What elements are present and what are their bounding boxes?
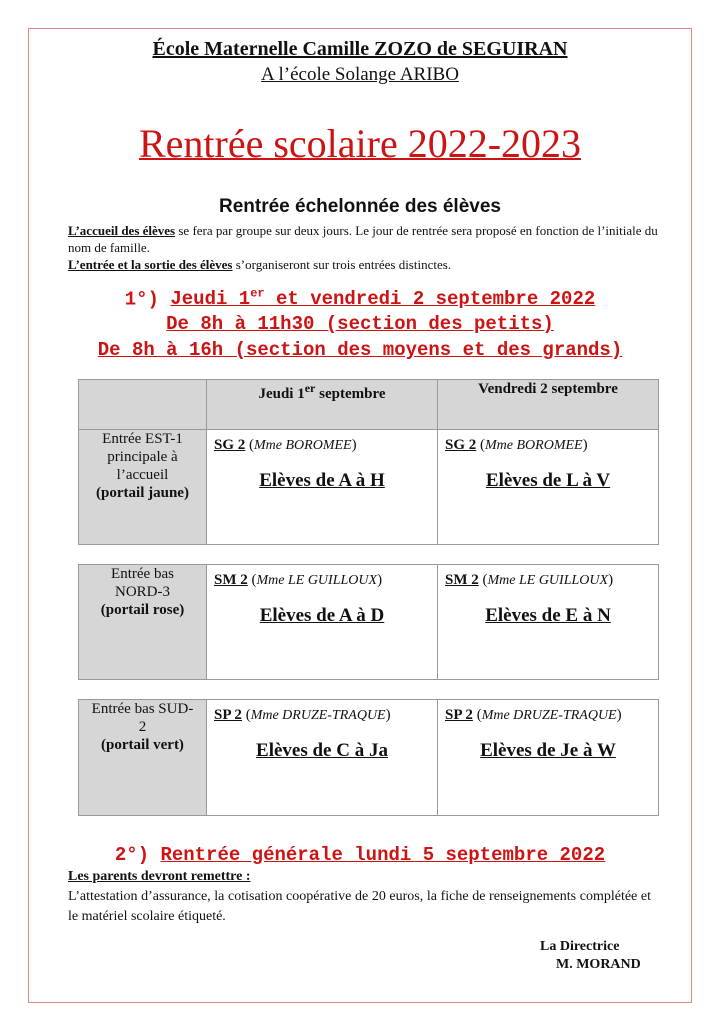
- day1-group: Elèves de A à H: [259, 470, 385, 491]
- intro-paragraph-1: [68, 222, 658, 256]
- requirements-heading: Les parents devront remettre :: [68, 869, 251, 884]
- phase1-prefix: 1°): [124, 288, 171, 311]
- entry-label: Entrée EST-1 principale à l’accueil (portail jaune): [79, 430, 207, 545]
- phase2-general-return: [0, 844, 720, 866]
- day1-group: Elèves de A à D: [259, 605, 385, 626]
- day1-cell: SM 2 (Mme LE GUILLOUX) Elèves de A à D: [207, 565, 438, 680]
- schedule-table-sud: [78, 699, 659, 816]
- phase1-dates: [0, 287, 720, 310]
- teacher-name: Mme DRUZE-TRAQUE: [481, 708, 617, 723]
- day2-group: Elèves de E à N: [485, 605, 611, 626]
- teacher-name: Mme LE GUILLOUX: [487, 573, 609, 588]
- day2-group: Elèves de Je à W: [480, 740, 616, 761]
- day2-group: Elèves de L à V: [485, 470, 611, 491]
- document-title: Rentrée scolaire 2022-2023: [138, 121, 582, 166]
- class-code: SM 2: [445, 572, 479, 588]
- phase1-hours-petits: De 8h à 11h30 (section des petits): [166, 313, 554, 335]
- intro-p2-text: s’organiseront sur trois entrées distinctes.: [232, 257, 452, 272]
- intro-paragraph-2: [68, 256, 658, 273]
- signature-role: La Directrice: [540, 939, 620, 954]
- requirements-text: L’attestation d’assurance, la cotisation coopérative de 20 euros, la fiche de renseignements complétée et le matériel scolaire étiqueté.: [68, 889, 651, 924]
- intro-p2-label: L’entrée et la sortie des élèves: [68, 257, 233, 272]
- entry-label: Entrée bas NORD-3 (portail rose): [79, 565, 207, 680]
- phase2-prefix: 2°): [114, 844, 161, 866]
- gate-label: (portail vert): [101, 737, 184, 753]
- signature-name: M. MORAND: [556, 957, 641, 972]
- intro-p1-label: L’accueil des élèves: [68, 223, 176, 238]
- schedule-table-est: [78, 379, 659, 545]
- section-subtitle: Rentrée échelonnée des élèves: [219, 196, 501, 217]
- class-code: SP 2: [445, 707, 473, 723]
- day2-cell: SM 2 (Mme LE GUILLOUX) Elèves de E à N: [438, 565, 659, 680]
- teacher-name: Mme LE GUILLOUX: [256, 573, 378, 588]
- class-code: SM 2: [214, 572, 248, 588]
- teacher-name: Mme BOROMEE: [485, 438, 583, 453]
- phase1-dates-text: Jeudi 1er et vendredi 2 septembre 2022: [170, 287, 596, 311]
- entry-label: Entrée bas SUD- 2 (portail vert): [79, 700, 207, 816]
- day2-header: Vendredi 2 septembre: [438, 380, 659, 430]
- host-school: A l’école Solange ARIBO: [261, 64, 459, 85]
- gate-label: (portail rose): [100, 602, 185, 618]
- day1-cell: SP 2 (Mme DRUZE-TRAQUE) Elèves de C à Ja: [207, 700, 438, 816]
- day1-header: Jeudi 1er septembre: [207, 380, 438, 430]
- day2-cell: SG 2 (Mme BOROMEE) Elèves de L à V: [438, 430, 659, 545]
- gate-label: (portail jaune): [96, 485, 189, 501]
- teacher-name: Mme DRUZE-TRAQUE: [250, 708, 386, 723]
- phase2-text: Rentrée générale lundi 5 septembre 2022: [160, 844, 606, 866]
- class-code: SP 2: [214, 707, 242, 723]
- day2-cell: SP 2 (Mme DRUZE-TRAQUE) Elèves de Je à W: [438, 700, 659, 816]
- day1-cell: SG 2 (Mme BOROMEE) Elèves de A à H: [207, 430, 438, 545]
- class-code: SG 2: [214, 437, 246, 453]
- corner-cell: [79, 380, 207, 430]
- intro-p1-text: se fera par groupe sur deux jours. Le jour de rentrée sera proposé en fonction de l’initiale du nom de famille.: [68, 223, 658, 255]
- schedule-table-nord: [78, 564, 659, 680]
- class-code: SG 2: [445, 437, 477, 453]
- day1-group: Elèves de C à Ja: [256, 740, 388, 761]
- school-name: École Maternelle Camille ZOZO de SEGUIRAN: [152, 38, 568, 60]
- phase1-hours-moyens-grands: De 8h à 16h (section des moyens et des grands): [97, 339, 623, 361]
- teacher-name: Mme BOROMEE: [254, 438, 352, 453]
